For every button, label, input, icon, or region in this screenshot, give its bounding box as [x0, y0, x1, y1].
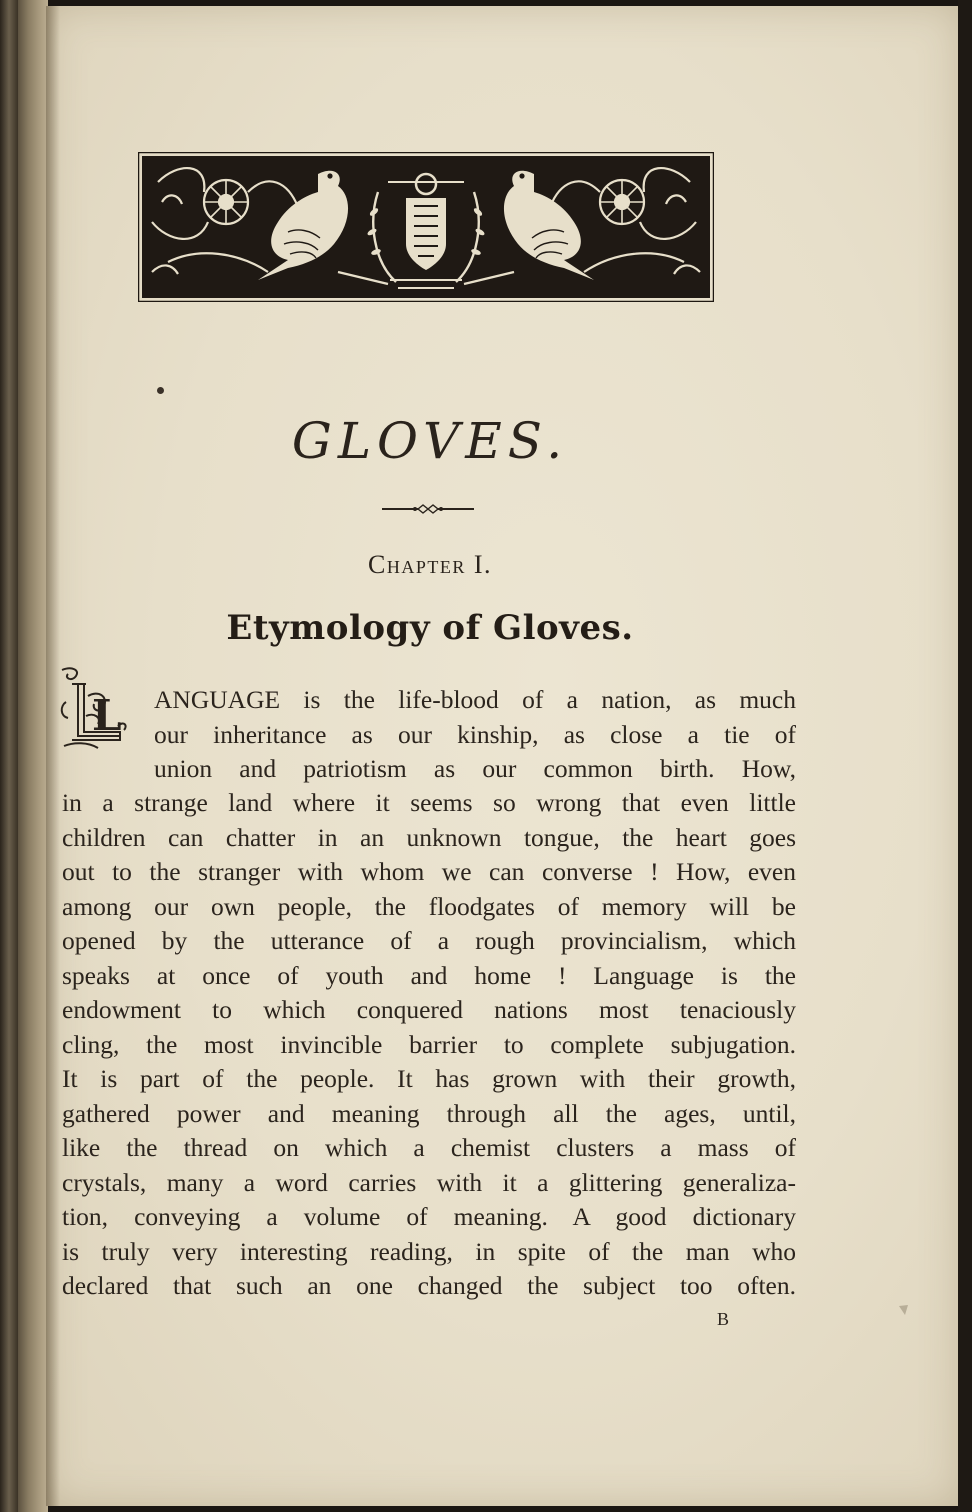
- gutter-shadow: [46, 6, 60, 1506]
- text-line: children can chatter in an unknown tongue, the heart goes: [62, 822, 796, 852]
- text-line: among our own people, the floodgates of memory will be: [62, 891, 796, 921]
- text-line: opened by the utterance of a rough provincialism, which: [62, 926, 796, 955]
- decorative-rule-icon: [382, 500, 474, 518]
- page-edge-left: [0, 0, 18, 1512]
- ink-speck: [157, 387, 164, 394]
- ink-speck: [897, 1303, 911, 1317]
- text-line: crystals, many a word carries with it a glittering generaliza-: [62, 1167, 796, 1197]
- text-line: It is part of the people. It has grown with their growth,: [62, 1064, 796, 1093]
- text-line: our inheritance as our kinship, as close a tie of: [154, 719, 796, 749]
- paragraph-opening: [154, 683, 796, 787]
- book-binding: [18, 0, 48, 1512]
- ornamental-headpiece-icon: [138, 152, 714, 302]
- text-line: endowment to which conquered nations most tenaciously: [62, 995, 796, 1024]
- chapter-numeral: I.: [473, 550, 493, 579]
- text-line: cling, the most invincible barrier to complete subjugation.: [62, 1029, 796, 1059]
- dropcap-letter: L: [92, 691, 122, 740]
- text-line: union and patriotism as our common birth. How,: [154, 754, 796, 783]
- text-line: out to the stranger with whom we can converse ! How, even: [62, 857, 796, 886]
- text-line: declared that such an one changed the subject too often.: [62, 1271, 796, 1300]
- chapter-word: Chapter: [367, 550, 466, 579]
- ornamental-initial-icon: [58, 666, 130, 752]
- page-edge-right: [958, 0, 972, 1512]
- paragraph-body: [62, 786, 796, 1304]
- chapter-title: Etymology of Gloves.: [226, 608, 634, 648]
- text-line: in a strange land where it seems so wrong that even little: [62, 788, 796, 817]
- text-line: gathered power and meaning through all the ages, until,: [62, 1098, 796, 1128]
- book-title: GLOVES.: [291, 412, 569, 470]
- text-line: like the thread on which a chemist clusters a mass of: [62, 1133, 796, 1162]
- text-line: ANGUAGE is the life-blood of a nation, as much: [154, 685, 796, 714]
- text-line: speaks at once of youth and home ! Language is the: [62, 960, 796, 990]
- text-line: is truly very interesting reading, in spite of the man who: [62, 1236, 796, 1266]
- text-line: tion, conveying a volume of meaning. A good dictionary: [62, 1202, 796, 1231]
- chapter-heading: [200, 550, 660, 580]
- signature-mark: B: [716, 1309, 729, 1329]
